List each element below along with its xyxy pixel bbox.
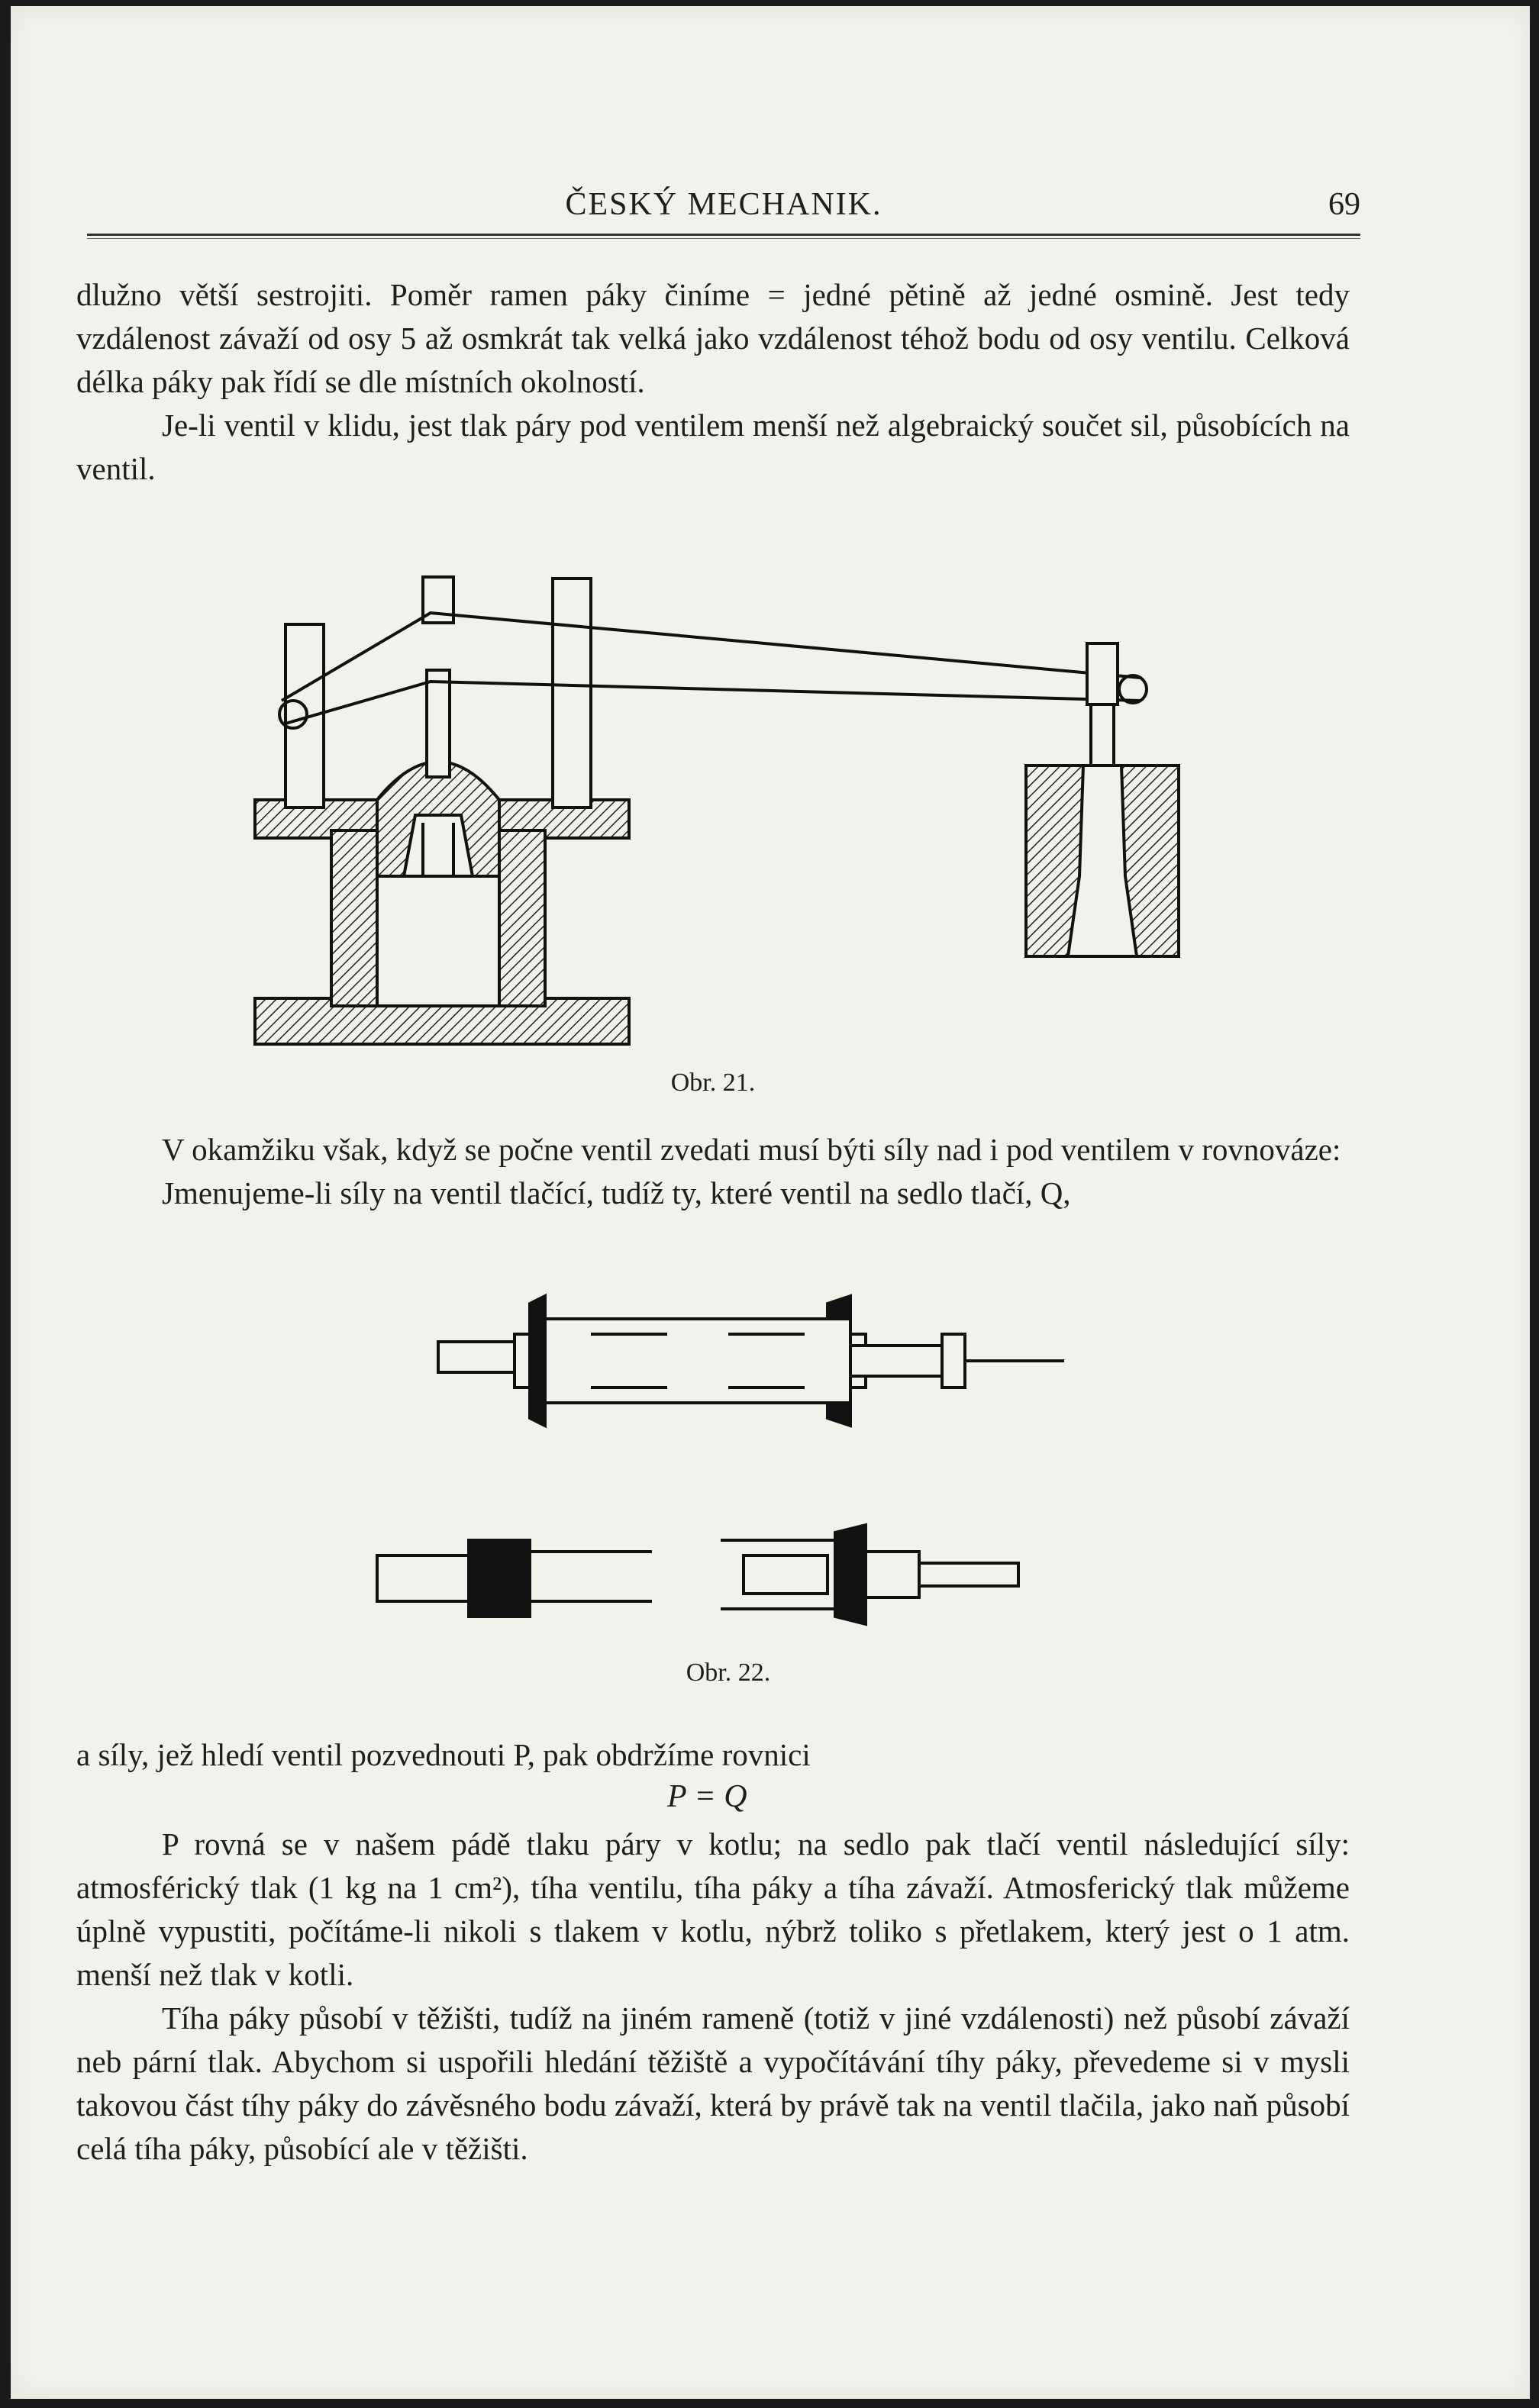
- text-block-bottom: [76, 1733, 1350, 1777]
- text-block-end: [76, 1823, 1350, 2171]
- paragraph-6: P rovná se v našem pádě tlaku páry v kotlu; na sedlo pak tlačí ventil následující síly: atmosférický tlak (1 kg na 1 cm²), tíha ventilu, tíha páky a tíha závaží. Atmosferický tlak můžeme úplně vypustiti, počítáme-li nikoli s tlakem v kotlu, nýbrž toliko s přetlakem, který jest o 1 atm. menší než tlak v kotli.: [76, 1826, 1350, 1992]
- figure-22-caption: Obr. 22.: [686, 1659, 771, 1687]
- figure-22-spring-valve: [347, 1288, 1095, 1647]
- paragraph-2: Je-li ventil v klidu, jest tlak páry pod ventilem menší než algebraický součet sil, působících na ventil.: [76, 408, 1350, 486]
- text-block-top: [76, 273, 1350, 491]
- page-number: 69: [1328, 187, 1360, 222]
- running-header: [87, 186, 1360, 232]
- equation: P = Q: [667, 1779, 747, 1814]
- paragraph-7: Tíha páky působí v těžišti, tudíž na jiném rameně (totiž v jiné vzdálenosti) než působí závaží neb pární tlak. Abychom si uspořili hledání těžiště a vypočítávání tíhy páky, převedeme si v mysli takovou část tíhy páky do závěsného bodu závaží, která by právě tak na ventil tlačila, jako naň působí celá tíha páky, působící ale v těžišti.: [76, 2000, 1350, 2166]
- figure-21-caption: Obr. 21.: [670, 1069, 756, 1097]
- text-block-middle: [76, 1128, 1350, 1215]
- paragraph-3: V okamžiku však, když se počne ventil zvedati musí býti síly nad i pod ventilem v rovnováze:: [162, 1132, 1341, 1167]
- paragraph-5: a síly, jež hledí ventil pozvednouti P, pak obdržíme rovnici: [76, 1737, 811, 1772]
- book-page: [11, 6, 1530, 2399]
- paragraph-1: dlužno větší sestrojiti. Poměr ramen páky činíme = jedné pětině až jedné osmině. Jest tedy vzdálenost závaží od osy 5 až osmkrát tak velká jako vzdálenost téhož bodu od osy ventilu. Celková délka páky pak řídí se dle místních okolností.: [76, 277, 1350, 399]
- figure-21-safety-valve: [240, 571, 1202, 1059]
- journal-title: ČESKÝ MECHANIK.: [565, 187, 882, 222]
- header-rule: [87, 234, 1360, 239]
- paragraph-4: Jmenujeme-li síly na ventil tlačící, tudíž ty, které ventil na sedlo tlačí, Q,: [162, 1175, 1071, 1210]
